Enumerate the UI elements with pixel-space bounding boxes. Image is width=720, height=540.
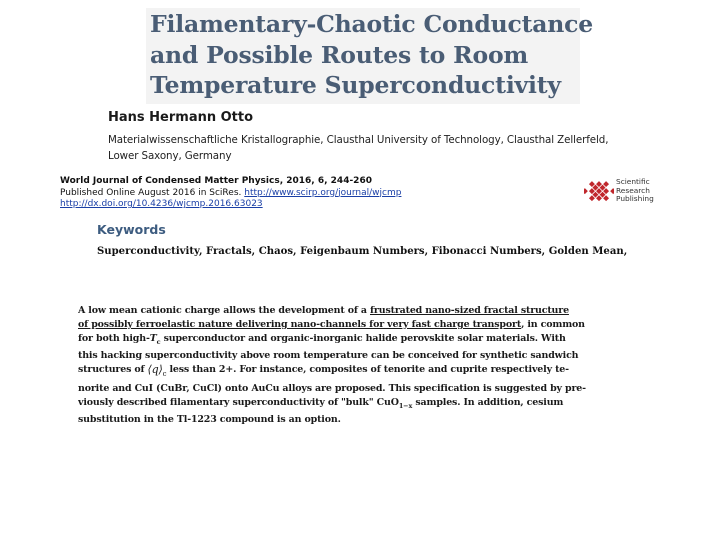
journal-name: World Journal of Condensed Matter Physics, 2016, 6, 244-260	[60, 176, 372, 186]
abstract-line	[78, 332, 642, 349]
keywords-heading: Keywords	[97, 222, 166, 237]
abstract-line: this hacking superconductivity above room temperature can be conceived for synthetic sandwich	[78, 350, 579, 362]
journal-website-link[interactable]: http://www.scirp.org/journal/wjcmp	[244, 187, 402, 198]
abstract	[78, 304, 642, 427]
abstract-line: norite and CuI (CuBr, CuCl) onto AuCu alloys are proposed. This specification is suggested by pre-	[78, 382, 586, 394]
abstract-text: less than 2+. For instance, composites of tenorite and cuprite respectively te-	[169, 364, 569, 376]
formula-q: ⟨q⟩	[147, 363, 163, 377]
title-line-3: Temperature Superconductivity	[150, 71, 561, 99]
keywords-list: Superconductivity, Fractals, Chaos, Feigenbaum Numbers, Fibonacci Numbers, Golden Mean,	[97, 246, 628, 257]
publisher-logo-icon	[584, 174, 614, 210]
tc-subscript: c	[156, 338, 161, 347]
publisher-name	[616, 178, 654, 204]
abstract-underlined: frustrated nano-sized fractal structure	[370, 305, 569, 316]
abstract-line	[78, 304, 642, 318]
abstract-underlined: of possibly ferroelastic nature delivering nano-channels for very fast charge transport	[78, 319, 522, 331]
abstract-text: viously described filamentary superconductivity of "bulk" CuO	[78, 396, 399, 408]
publisher-block	[584, 174, 674, 210]
abstract-line: substitution in the Tl-1223 compound is an option.	[78, 413, 341, 425]
logo-square	[610, 188, 614, 194]
affiliation	[108, 132, 648, 164]
abstract-text: samples. In addition, cesium	[412, 396, 564, 408]
abstract-text: superconductor and organic-inorganic halide perovskite solar materials. With	[160, 333, 566, 345]
publisher-line-2: Research	[616, 185, 650, 195]
abstract-text: A low mean cationic charge allows the development of a	[78, 305, 370, 316]
abstract-text: , in common	[521, 319, 585, 331]
affiliation-line-1: Materialwissenschaftliche Kristallographie, Clausthal University of Technology, Clausthal Zellerfeld,	[108, 134, 609, 146]
abstract-line	[78, 363, 642, 381]
author-name: Hans Hermann Otto	[108, 110, 254, 125]
abstract-line	[78, 396, 642, 413]
paper-title	[150, 9, 594, 101]
title-line-1: Filamentary-Chaotic Conductance	[150, 10, 594, 38]
tc-symbol: T	[149, 333, 157, 345]
affiliation-line-2: Lower Saxony, Germany	[108, 150, 232, 162]
title-line-2: and Possible Routes to Room	[150, 40, 529, 69]
doi-link[interactable]: http://dx.doi.org/10.4236/wjcmp.2016.63023	[60, 199, 263, 209]
published-line	[60, 188, 560, 200]
abstract-line	[78, 318, 642, 332]
formula-subscript: c	[162, 370, 167, 379]
journal-info	[60, 176, 560, 211]
mean-charge-formula	[147, 363, 166, 381]
logo-square	[584, 188, 588, 194]
cuo-subscript: 1−x	[398, 401, 413, 410]
abstract-text: structures of	[78, 364, 145, 376]
publisher-line-3: Publishing	[616, 194, 654, 204]
published-text: Published Online August 2016 in SciRes.	[60, 187, 242, 198]
publisher-line-1: Scientific	[616, 177, 650, 186]
abstract-text: for both high-	[78, 333, 150, 345]
